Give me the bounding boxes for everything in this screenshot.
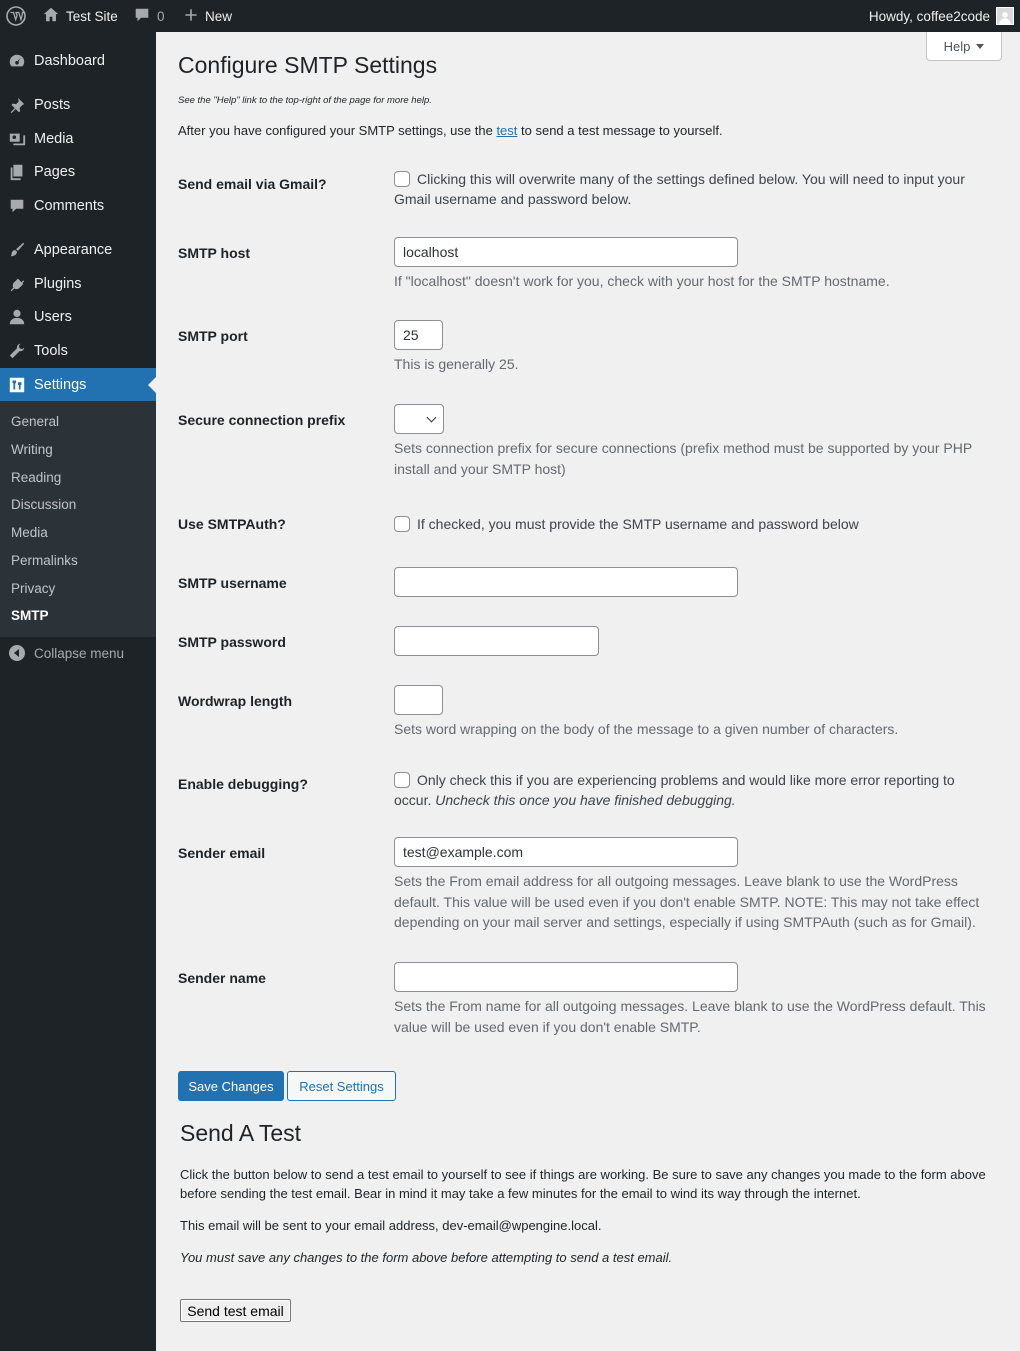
debugging-option [394, 770, 994, 810]
help-label: Help [943, 38, 971, 54]
user-icon [0, 308, 34, 326]
admin-sidebar [0, 32, 156, 1351]
sender-name-description: Sets the From name for all outgoing messages. Leave blank to use the WordPress default. This value will be used even if you don't enable SMTP. [394, 998, 986, 1035]
caret-down-icon [976, 44, 984, 49]
submenu-privacy[interactable]: Privacy [11, 581, 56, 596]
my-account-link[interactable] [869, 0, 1014, 32]
comments-count: 0 [157, 8, 165, 24]
wordwrap-label: Wordwrap length [178, 693, 293, 709]
menu-label: Media [34, 131, 74, 147]
test-link[interactable]: test [496, 123, 518, 138]
smtpauth-checkbox[interactable] [394, 516, 410, 532]
send-test-instructions: Click the button below to send a test email to yourself to see if things are working. Be sure to save any changes you made to the form above before sending the test email. Bear in mind it may take a few minutes for the email to wind its way through the internet. [180, 1167, 986, 1201]
avatar [996, 7, 1014, 25]
smtp-port-label: SMTP port [178, 328, 248, 344]
media-icon [0, 130, 34, 148]
admin-bar [0, 0, 1020, 32]
menu-label: Plugins [34, 276, 82, 292]
home-icon [42, 6, 60, 27]
menu-settings[interactable] [0, 368, 156, 402]
smtp-host-label: SMTP host [178, 245, 251, 261]
new-label: New [205, 8, 233, 24]
dashboard-icon [0, 52, 34, 70]
intro-text [178, 123, 723, 138]
smtp-username-label: SMTP username [178, 575, 287, 591]
chevron-down-icon [427, 412, 437, 422]
send-test-email-button[interactable]: Send test email [180, 1299, 291, 1322]
submenu-writing[interactable]: Writing [11, 442, 53, 457]
send-test-warning: You must save any changes to the form above before attempting to send a test email. [180, 1250, 673, 1265]
page-title: Configure SMTP Settings [178, 52, 438, 78]
debugging-note: Uncheck this once you have finished debugging. [435, 792, 736, 808]
smtpauth-option [394, 514, 994, 534]
smtpauth-label: Use SMTPAuth? [178, 516, 286, 532]
intro-before: After you have configured your SMTP settings, use the [178, 123, 497, 138]
debugging-label: Enable debugging? [178, 776, 308, 792]
site-name: Test Site [66, 8, 118, 24]
send-test-recipient: This email will be sent to your email address, dev-email@wpengine.local. [180, 1218, 602, 1233]
submenu-general[interactable]: General [11, 414, 60, 429]
sender-email-label: Sender email [178, 845, 266, 861]
main-content [156, 32, 1020, 1351]
plus-icon [183, 7, 199, 26]
intro-after: to send a test message to yourself. [517, 123, 723, 138]
sender-email-description: Sets the From email address for all outgoing messages. Leave blank to use the WordPress default. This value will be used even if you don't enable SMTP. NOTE: This may not take effect depending on your mail server and settings, especially if using SMTPAuth (such as for Gmail). [394, 873, 980, 930]
menu-users[interactable] [0, 300, 156, 334]
wordwrap-input[interactable] [394, 685, 443, 715]
menu-comments[interactable] [0, 189, 156, 223]
collapse-menu-label: Collapse menu [34, 645, 125, 661]
debugging-description: Only check this if you are experiencing problems and would like more error reporting to occur. [394, 772, 955, 808]
sender-email-input[interactable]: test@example.com [394, 837, 738, 867]
wordwrap-description: Sets word wrapping on the body of the message to a given number of characters. [394, 721, 899, 737]
site-name-link[interactable] [42, 0, 118, 32]
collapse-arrow-icon [9, 645, 25, 661]
smtp-password-label: SMTP password [178, 634, 286, 650]
menu-label: Pages [34, 164, 76, 180]
brush-icon [0, 241, 34, 259]
sender-name-label: Sender name [178, 970, 266, 986]
save-changes-button[interactable]: Save Changes [178, 1071, 284, 1101]
gmail-option [394, 169, 994, 209]
menu-tools[interactable] [0, 334, 156, 368]
submenu-media[interactable]: Media [11, 525, 48, 540]
submenu-smtp[interactable]: SMTP [11, 608, 49, 623]
menu-posts[interactable] [0, 88, 156, 122]
smtpauth-description: If checked, you must provide the SMTP username and password below [417, 516, 859, 532]
smtp-port-input[interactable]: 25 [394, 320, 443, 350]
gmail-checkbox[interactable] [394, 171, 410, 187]
menu-label: Settings [34, 377, 87, 393]
menu-label: Comments [34, 198, 105, 214]
submenu-permalinks[interactable]: Permalinks [11, 553, 78, 568]
menu-pages[interactable] [0, 155, 156, 189]
sender-name-input[interactable] [394, 962, 738, 992]
menu-dashboard[interactable] [0, 44, 156, 78]
submenu-discussion[interactable]: Discussion [11, 497, 77, 512]
plug-icon [0, 275, 34, 293]
new-content-link[interactable] [183, 0, 232, 32]
smtp-host-input[interactable]: localhost [394, 237, 738, 267]
smtp-port-description: This is generally 25. [394, 356, 519, 372]
menu-appearance[interactable] [0, 233, 156, 267]
menu-label: Appearance [34, 242, 113, 258]
settings-submenu [0, 401, 156, 637]
wrench-icon [0, 342, 34, 360]
collapse-menu-button[interactable] [0, 643, 156, 663]
secure-prefix-description: Sets connection prefix for secure connections (prefix method must be supported by your PHP install and your SMTP host) [394, 440, 972, 477]
reset-settings-button[interactable]: Reset Settings [287, 1071, 396, 1101]
smtp-host-description: If "localhost" doesn't work for you, check with your host for the SMTP hostname. [394, 273, 890, 289]
gmail-description: Clicking this will overwrite many of the settings defined below. You will need to input your Gmail username and password below. [394, 171, 965, 207]
comments-link[interactable] [133, 0, 165, 32]
pin-icon [0, 96, 34, 114]
howdy-text: Howdy, coffee2code [868, 8, 990, 24]
smtp-password-input[interactable] [394, 626, 599, 656]
wordpress-logo-icon[interactable] [6, 0, 26, 32]
secure-prefix-label: Secure connection prefix [178, 412, 346, 428]
pages-icon [0, 163, 34, 181]
send-test-title: Send A Test [180, 1120, 302, 1146]
menu-label: Tools [34, 343, 68, 359]
menu-media[interactable] [0, 122, 156, 156]
menu-label: Users [34, 309, 72, 325]
menu-plugins[interactable] [0, 267, 156, 301]
help-tab-button[interactable] [926, 32, 1002, 61]
menu-label: Posts [34, 97, 71, 113]
help-hint: See the "Help" link to the top-right of the page for more help. [178, 95, 432, 106]
comment-icon [0, 197, 34, 215]
smtp-username-input[interactable] [394, 567, 738, 597]
menu-label: Dashboard [34, 53, 105, 69]
gmail-label: Send email via Gmail? [178, 176, 327, 192]
submenu-reading[interactable]: Reading [11, 470, 62, 485]
secure-prefix-select[interactable] [394, 404, 444, 434]
settings-icon [0, 376, 34, 394]
comment-bubble-icon [133, 6, 151, 27]
debugging-checkbox[interactable] [394, 772, 410, 788]
